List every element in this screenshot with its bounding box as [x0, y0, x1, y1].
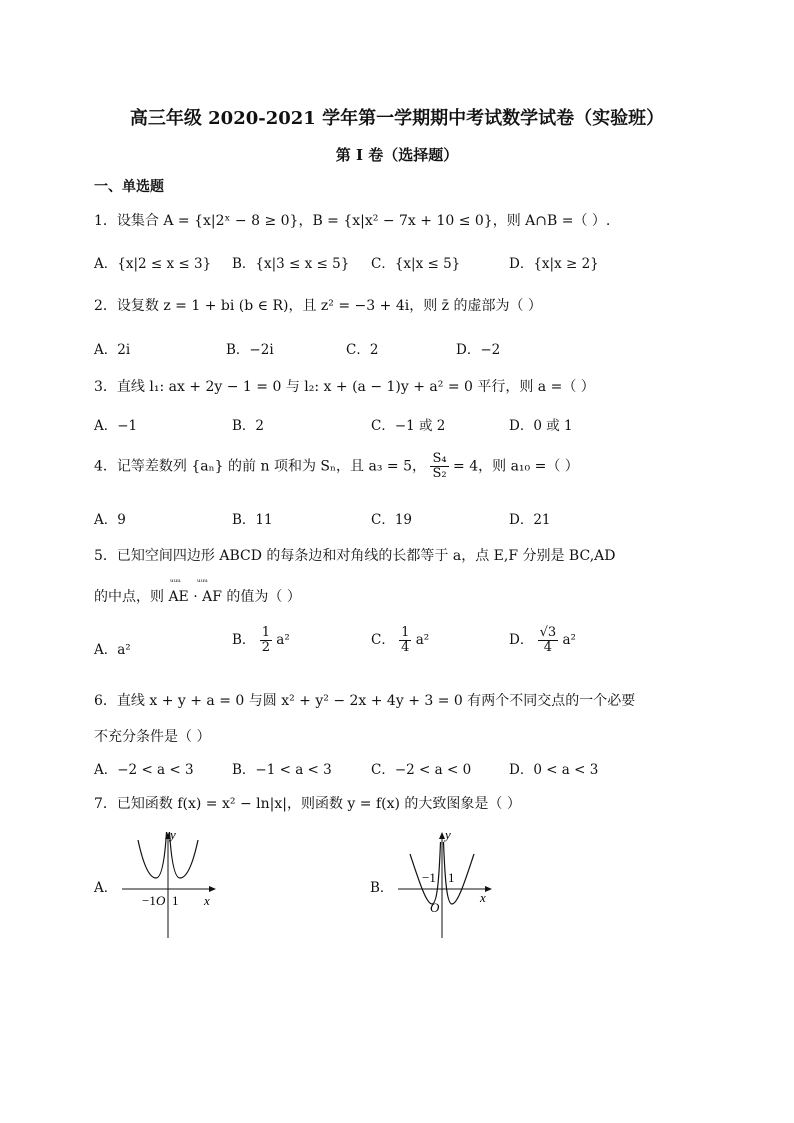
- graph-a-label-neg1: −1: [142, 893, 156, 908]
- question-6-option-c: C．−2 < a < 0: [371, 762, 472, 778]
- question-4-option-c: C．19: [371, 512, 413, 528]
- graph-a-x-arrow-icon: [209, 886, 216, 892]
- question-7-option-b: B．: [370, 880, 394, 896]
- question-5-stem-line1: 5．已知空间四边形 ABCD 的每条边和对角线的长都等于 a，点 E,F 分别是 BC,AD: [94, 548, 616, 564]
- graph-a: [118, 826, 224, 942]
- question-4-frac-num: S₄: [432, 451, 447, 466]
- question-2-option-c: C．2: [346, 342, 379, 358]
- question-4-option-a: A．9: [94, 512, 126, 528]
- question-5-option-d-fraction: [538, 626, 559, 655]
- question-5-option-d-suffix: a²: [562, 632, 576, 648]
- question-2-option-d: D．−2: [456, 342, 501, 358]
- question-3-stem: 3．直线 l₁: ax + 2y − 1 = 0 与 l₂: x + (a − 1)y + a² = 0 平行，则 a =（ ）: [94, 379, 595, 395]
- question-4-stem-post: = 4，则 a₁₀ =（ ）: [453, 458, 579, 475]
- graph-b: [394, 826, 500, 942]
- question-1-option-a: A．{x|2 ≤ x ≤ 3}: [94, 256, 212, 272]
- question-5-option-d-num: √3: [539, 625, 557, 640]
- question-5-option-d-den: 4: [543, 640, 553, 655]
- question-5-option-c-fraction: [399, 626, 411, 655]
- question-5-option-b-fraction: [260, 626, 272, 655]
- vector-mark-af: ᵘᵘᵘ: [197, 578, 208, 588]
- graph-b-label-neg1: −1: [422, 870, 436, 885]
- question-2-option-b: B．−2i: [226, 342, 274, 358]
- graph-a-y-label: y: [170, 827, 176, 842]
- graph-a-left-curve: [138, 832, 167, 878]
- question-7-option-a: A．: [94, 880, 118, 896]
- graph-b-y-label: y: [445, 827, 451, 842]
- graph-b-label-origin: O: [430, 900, 440, 915]
- question-5-option-d-prefix: D．: [509, 632, 534, 648]
- question-2-stem: 2．设复数 z = 1 + bi (b ∈ R)，且 z² = −3 + 4i，则 z̄ 的虚部为（ ）: [94, 298, 542, 314]
- question-1-option-c: C．{x|x ≤ 5}: [371, 256, 461, 272]
- question-5-option-b-suffix: a²: [276, 632, 290, 648]
- question-4-fraction: [430, 452, 448, 481]
- question-6-stem-line2: 不充分条件是（ ）: [94, 729, 211, 745]
- question-4-option-d: D．21: [509, 512, 551, 528]
- question-1-option-b: B．{x|3 ≤ x ≤ 5}: [232, 256, 350, 272]
- graph-b-x-label: x: [480, 890, 486, 905]
- question-6-option-d: D．0 < a < 3: [509, 762, 599, 778]
- question-3-option-c: C．−1 或 2: [371, 418, 446, 434]
- graph-b-x-arrow-icon: [485, 886, 492, 892]
- question-6-option-a: A．−2 < a < 3: [94, 762, 194, 778]
- question-5-option-b-num: 1: [261, 625, 270, 640]
- question-6-option-b: B．−1 < a < 3: [232, 762, 332, 778]
- question-5-option-c-prefix: C．: [371, 632, 395, 648]
- question-5-option-c-num: 1: [401, 625, 410, 640]
- question-4-frac-den: S₂: [432, 466, 447, 481]
- question-5-option-a: A．a²: [94, 642, 131, 658]
- question-4-option-b: B．11: [232, 512, 273, 528]
- question-3-option-b: B．2: [232, 418, 265, 434]
- question-5-option-d: [509, 626, 576, 655]
- question-3-option-d: D．0 或 1: [509, 418, 573, 434]
- question-4-stem-pre: 4．记等差数列 {aₙ} 的前 n 项和为 Sₙ，且 a₃ = 5，: [94, 458, 426, 475]
- question-5-option-b-prefix: B．: [232, 632, 256, 648]
- page-subtitle: 第 I 卷（选择题）: [335, 146, 459, 164]
- vector-mark-ae: ᵘᵘᵘ: [170, 578, 181, 588]
- section-heading: 一、单选题: [94, 179, 164, 195]
- question-5-option-b-den: 2: [261, 640, 270, 655]
- graph-a-label-1: 1: [172, 893, 179, 908]
- graph-a-x-label: x: [204, 893, 210, 908]
- question-6-stem-line1: 6．直线 x + y + a = 0 与圆 x² + y² − 2x + 4y + 3 = 0 有两个不同交点的一个必要: [94, 693, 636, 709]
- question-5-option-c-suffix: a²: [415, 632, 430, 648]
- question-5-option-b: [232, 626, 290, 655]
- question-1-stem: 1．设集合 A = {x|2ˣ − 8 ≥ 0}，B = {x|x² − 7x + 10 ≤ 0}，则 A∩B =（ ）.: [94, 213, 611, 229]
- graph-b-label-1: 1: [448, 870, 455, 885]
- question-5-option-c-den: 4: [401, 640, 410, 655]
- question-5-option-c: [371, 626, 429, 655]
- question-4-stem: [94, 452, 579, 481]
- question-2-option-a: A．2i: [94, 342, 131, 358]
- question-5-stem-line2: 的中点，则 AE · AF 的值为（ ）: [94, 589, 301, 605]
- graph-a-label-origin: O: [156, 893, 166, 908]
- question-7-stem: 7．已知函数 f(x) = x² − ln|x|，则函数 y = f(x) 的大致图象是（ ）: [94, 796, 521, 812]
- question-1-option-d: D．{x|x ≥ 2}: [509, 256, 599, 272]
- page-title: 高三年级 2020-2021 学年第一学期期中考试数学试卷（实验班）: [129, 108, 665, 129]
- question-3-option-a: A．−1: [94, 418, 138, 434]
